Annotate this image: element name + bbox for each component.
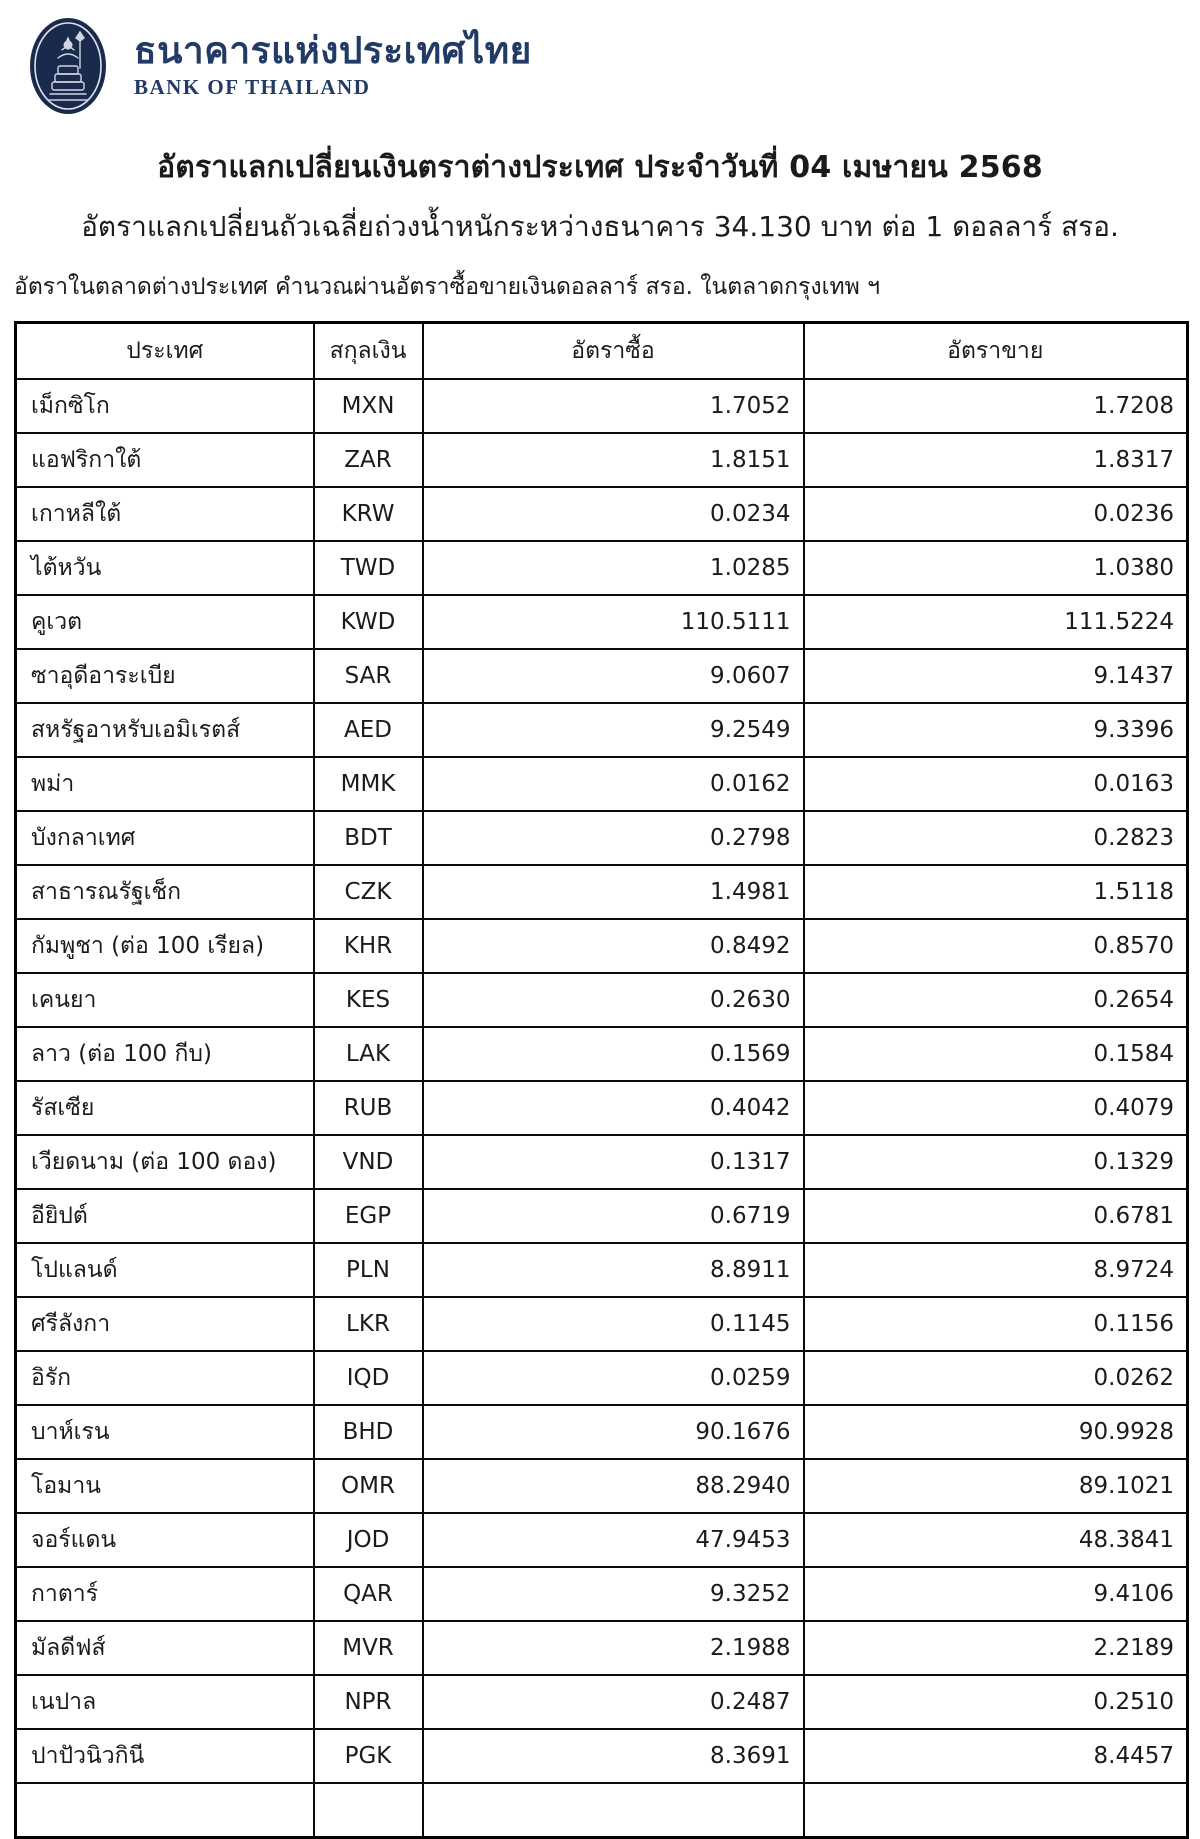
- country-cell: สาธารณรัฐเช็ก: [16, 865, 314, 919]
- country-cell: กาตาร์: [16, 1567, 314, 1621]
- country-cell: โอมาน: [16, 1459, 314, 1513]
- currency-code-cell: BHD: [314, 1405, 423, 1459]
- selling-rate-cell: 8.9724: [804, 1243, 1188, 1297]
- country-cell: เนปาล: [16, 1675, 314, 1729]
- selling-rate-cell: 0.2510: [804, 1675, 1188, 1729]
- selling-rate-cell: 89.1021: [804, 1459, 1188, 1513]
- column-header-3: อัตราขาย: [804, 323, 1188, 380]
- exchange-rates-table: [14, 321, 1189, 1839]
- table-row: [16, 973, 1188, 1027]
- currency-code-cell: IQD: [314, 1351, 423, 1405]
- table-row: [16, 1297, 1188, 1351]
- country-cell: แอฟริกาใต้: [16, 433, 314, 487]
- table-row: [16, 1567, 1188, 1621]
- buying-rate-cell: 47.9453: [423, 1513, 804, 1567]
- table-row: [16, 1081, 1188, 1135]
- table-row: [16, 865, 1188, 919]
- selling-rate-cell: 1.8317: [804, 433, 1188, 487]
- table-row: [16, 541, 1188, 595]
- buying-rate-cell: 0.0259: [423, 1351, 804, 1405]
- selling-rate-cell: 111.5224: [804, 595, 1188, 649]
- table-row: [16, 595, 1188, 649]
- brand-header: [0, 0, 1200, 122]
- buying-rate-cell: 0.8492: [423, 919, 804, 973]
- table-row: [16, 1027, 1188, 1081]
- currency-code-cell: RUB: [314, 1081, 423, 1135]
- buying-rate-cell: 88.2940: [423, 1459, 804, 1513]
- buying-rate-cell: 2.1988: [423, 1621, 804, 1675]
- table-row: [16, 1189, 1188, 1243]
- currency-code-cell: OMR: [314, 1459, 423, 1513]
- country-cell: อียิปต์: [16, 1189, 314, 1243]
- currency-code-cell: KHR: [314, 919, 423, 973]
- currency-code-cell: EGP: [314, 1189, 423, 1243]
- currency-code-cell: JOD: [314, 1513, 423, 1567]
- page-subtitle: อัตราแลกเปลี่ยนถัวเฉลี่ยถ่วงน้ำหนักระหว่างธนาคาร 34.130 บาท ต่อ 1 ดอลลาร์ สรอ.: [81, 210, 1119, 243]
- buying-rate-cell: 0.1145: [423, 1297, 804, 1351]
- buying-rate-cell: 1.0285: [423, 541, 804, 595]
- buying-rate-cell: 0.4042: [423, 1081, 804, 1135]
- selling-rate-cell: 9.4106: [804, 1567, 1188, 1621]
- table-row: [16, 1135, 1188, 1189]
- country-cell: เวียดนาม (ต่อ 100 ดอง): [16, 1135, 314, 1189]
- selling-rate-cell: 0.2654: [804, 973, 1188, 1027]
- buying-rate-cell: 0.1569: [423, 1027, 804, 1081]
- table-row: [16, 1351, 1188, 1405]
- brand-text: [134, 29, 532, 100]
- country-cell: รัสเซีย: [16, 1081, 314, 1135]
- buying-rate-cell: 0.2487: [423, 1675, 804, 1729]
- currency-code-cell: KES: [314, 973, 423, 1027]
- buying-rate-cell: 110.5111: [423, 595, 804, 649]
- table-row: [16, 1675, 1188, 1729]
- country-cell: เม็กซิโก: [16, 379, 314, 433]
- currency-code-cell: AED: [314, 703, 423, 757]
- table-row: [16, 433, 1188, 487]
- buying-rate-cell: 0.6719: [423, 1189, 804, 1243]
- currency-code-cell: MVR: [314, 1621, 423, 1675]
- selling-rate-cell: 0.0163: [804, 757, 1188, 811]
- currency-code-cell: PGK: [314, 1729, 423, 1783]
- currency-code-cell: LAK: [314, 1027, 423, 1081]
- rates-table-body: [16, 379, 1188, 1838]
- table-row: [16, 1243, 1188, 1297]
- table-row: [16, 757, 1188, 811]
- currency-code-cell: KWD: [314, 595, 423, 649]
- country-cell: บาห์เรน: [16, 1405, 314, 1459]
- selling-rate-cell: 8.4457: [804, 1729, 1188, 1783]
- buying-rate-cell: 0.2798: [423, 811, 804, 865]
- buying-rate-cell: 9.3252: [423, 1567, 804, 1621]
- country-cell: เคนยา: [16, 973, 314, 1027]
- country-cell: ไต้หวัน: [16, 541, 314, 595]
- currency-code-cell: LKR: [314, 1297, 423, 1351]
- table-row: [16, 811, 1188, 865]
- selling-rate-cell: 2.2189: [804, 1621, 1188, 1675]
- currency-code-cell: VND: [314, 1135, 423, 1189]
- table-row: [16, 1405, 1188, 1459]
- country-cell: คูเวต: [16, 595, 314, 649]
- currency-code-cell: PLN: [314, 1243, 423, 1297]
- selling-rate-cell: 1.7208: [804, 379, 1188, 433]
- column-header-1: สกุลเงิน: [314, 323, 423, 380]
- country-cell: มัลดีฟส์: [16, 1621, 314, 1675]
- country-cell: ลาว (ต่อ 100 กีบ): [16, 1027, 314, 1081]
- table-row: [16, 379, 1188, 433]
- table-row-partial: [16, 1783, 1188, 1838]
- selling-rate-cell: 90.9928: [804, 1405, 1188, 1459]
- table-row: [16, 919, 1188, 973]
- column-header-0: ประเทศ: [16, 323, 314, 380]
- country-cell: สหรัฐอาหรับเอมิเรตส์: [16, 703, 314, 757]
- table-row: [16, 1729, 1188, 1783]
- selling-rate-cell: 0.6781: [804, 1189, 1188, 1243]
- empty-cell: [16, 1783, 314, 1838]
- country-cell: โปแลนด์: [16, 1243, 314, 1297]
- selling-rate-cell: 0.0236: [804, 487, 1188, 541]
- buying-rate-cell: 1.4981: [423, 865, 804, 919]
- bank-thai-name: ธนาคารแห่งประเทศไทย: [134, 29, 532, 73]
- currency-code-cell: ZAR: [314, 433, 423, 487]
- currency-code-cell: CZK: [314, 865, 423, 919]
- country-cell: กัมพูชา (ต่อ 100 เรียล): [16, 919, 314, 973]
- bank-of-thailand-logo-icon: [28, 16, 108, 116]
- page-title: อัตราแลกเปลี่ยนเงินตราต่างประเทศ ประจำวันที่ 04 เมษายน 2568: [157, 150, 1043, 185]
- selling-rate-cell: 0.1156: [804, 1297, 1188, 1351]
- country-cell: บังกลาเทศ: [16, 811, 314, 865]
- buying-rate-cell: 8.8911: [423, 1243, 804, 1297]
- selling-rate-cell: 9.3396: [804, 703, 1188, 757]
- buying-rate-cell: 0.1317: [423, 1135, 804, 1189]
- currency-code-cell: BDT: [314, 811, 423, 865]
- currency-code-cell: MXN: [314, 379, 423, 433]
- table-row: [16, 1513, 1188, 1567]
- column-header-2: อัตราซื้อ: [423, 323, 804, 380]
- country-cell: อิรัก: [16, 1351, 314, 1405]
- buying-rate-cell: 9.0607: [423, 649, 804, 703]
- buying-rate-cell: 1.8151: [423, 433, 804, 487]
- table-row: [16, 649, 1188, 703]
- currency-code-cell: QAR: [314, 1567, 423, 1621]
- country-cell: เกาหลีใต้: [16, 487, 314, 541]
- country-cell: ปาปัวนิวกินี: [16, 1729, 314, 1783]
- selling-rate-cell: 1.0380: [804, 541, 1188, 595]
- selling-rate-cell: 9.1437: [804, 649, 1188, 703]
- currency-code-cell: NPR: [314, 1675, 423, 1729]
- empty-cell: [314, 1783, 423, 1838]
- currency-code-cell: KRW: [314, 487, 423, 541]
- selling-rate-cell: 1.5118: [804, 865, 1188, 919]
- selling-rate-cell: 0.1584: [804, 1027, 1188, 1081]
- selling-rate-cell: 0.1329: [804, 1135, 1188, 1189]
- market-note: อัตราในตลาดต่างประเทศ คำนวณผ่านอัตราซื้อขายเงินดอลลาร์ สรอ. ในตลาดกรุงเทพ ฯ: [14, 274, 881, 300]
- buying-rate-cell: 0.0234: [423, 487, 804, 541]
- country-cell: ศรีลังกา: [16, 1297, 314, 1351]
- table-row: [16, 487, 1188, 541]
- selling-rate-cell: 0.4079: [804, 1081, 1188, 1135]
- bank-english-name: BANK OF THAILAND: [134, 74, 371, 99]
- table-row: [16, 703, 1188, 757]
- currency-code-cell: SAR: [314, 649, 423, 703]
- currency-code-cell: TWD: [314, 541, 423, 595]
- buying-rate-cell: 90.1676: [423, 1405, 804, 1459]
- currency-code-cell: MMK: [314, 757, 423, 811]
- country-cell: ซาอุดีอาระเบีย: [16, 649, 314, 703]
- table-row: [16, 1621, 1188, 1675]
- country-cell: จอร์แดน: [16, 1513, 314, 1567]
- buying-rate-cell: 0.2630: [423, 973, 804, 1027]
- selling-rate-cell: 48.3841: [804, 1513, 1188, 1567]
- buying-rate-cell: 1.7052: [423, 379, 804, 433]
- empty-cell: [804, 1783, 1188, 1838]
- selling-rate-cell: 0.0262: [804, 1351, 1188, 1405]
- selling-rate-cell: 0.8570: [804, 919, 1188, 973]
- table-row: [16, 1459, 1188, 1513]
- buying-rate-cell: 0.0162: [423, 757, 804, 811]
- selling-rate-cell: 0.2823: [804, 811, 1188, 865]
- country-cell: พม่า: [16, 757, 314, 811]
- empty-cell: [423, 1783, 804, 1838]
- buying-rate-cell: 9.2549: [423, 703, 804, 757]
- buying-rate-cell: 8.3691: [423, 1729, 804, 1783]
- table-header-row: [16, 323, 1188, 380]
